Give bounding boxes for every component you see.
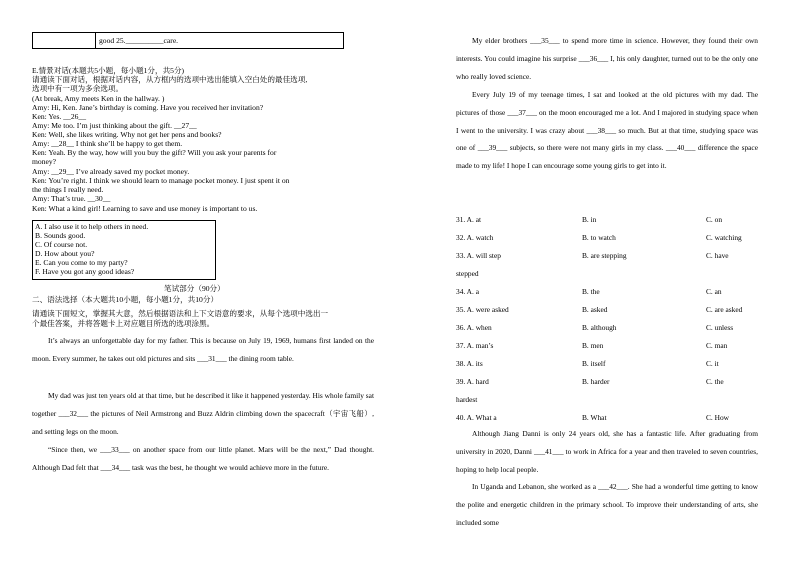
option-c: C. unless <box>706 323 734 332</box>
options-box <box>32 220 216 280</box>
option-b: B. asked <box>582 305 608 314</box>
option-a: 39. A. hard <box>456 377 489 386</box>
option-c: C. watching <box>706 233 742 242</box>
question-row <box>456 301 758 319</box>
question-row <box>456 373 758 404</box>
option-b: B. to watch <box>582 233 616 242</box>
option-c: C. it <box>706 359 719 368</box>
option-c-continued: hardest <box>456 395 478 404</box>
dialogue-line: Ken: Yeah. By the way, how will you buy the gift? Will you ask your parents for <box>32 148 277 157</box>
option-c: C. How <box>706 413 729 422</box>
question-row <box>456 211 758 229</box>
section-2-instruction: 请通读下面短文，掌握其大意，然后根据语法和上下文语意的要求，从每个选项中选出一 <box>32 309 329 318</box>
section-2-title: 二、语法选择（本大题共10小题，每小题1分，共10分） <box>32 295 219 304</box>
option-a-continued: stepped <box>456 269 479 278</box>
dialogue-line: (At break, Amy meets Ken in the hallway. ) <box>32 94 165 103</box>
section-e-instruction: 选项中有一项为多余选项。 <box>32 84 124 93</box>
passage-paragraph: My dad was just ten years old at that time, but he described it like it happened yesterday. His whole family sat together ___32___ the pictures of Neil Armstrong and Buzz Aldrin climbing down the spacecraft（宇宙飞船）, and setting legs on the moon. <box>32 391 374 436</box>
section-e-instruction: 请通读下面对话，根据对话内容，从方框内的选项中选出能填入空白处的最佳选项, <box>32 75 308 84</box>
option-a: 38. A. its <box>456 359 483 368</box>
table-divider <box>95 33 96 48</box>
passage-paragraph: In Uganda and Lebanon, she worked as a ___42___. She had a wonderful time getting to know the polite and energetic children in the primary school. To improve their understanding of arts, she included some <box>456 482 758 527</box>
section-e-title: E.情景对话(本题共5小题，每小题1分，共5分) <box>32 66 185 75</box>
passage-paragraph: “Since then, we ___33___ on another space from our little planet. Mars will be the next,” Dad thought. Although Dad felt that ___34___ task was the best, he thought we would achieve more in the future. <box>32 445 374 472</box>
option-a: 31. A. at <box>456 215 482 224</box>
question-row <box>456 355 758 373</box>
option-b: B. although <box>582 323 617 332</box>
option-c: C. an <box>706 287 722 296</box>
passage-paragraph: Although Jiang Danni is only 24 years old, she has a fantastic life. After graduating from university in 2020, Danni ___41___ to work in Africa for a year and then traveled to seven countries, hoping to help local people. <box>456 429 758 474</box>
option-b: B. What <box>582 413 607 422</box>
question-row <box>456 283 758 301</box>
option-item: B. Sounds good. <box>35 231 86 240</box>
option-a: 34. A. a <box>456 287 479 296</box>
option-b: B. are stepping <box>582 251 627 260</box>
option-b: B. itself <box>582 359 606 368</box>
dialogue-line: Amy: __28__ I think she’ll be happy to get them. <box>32 139 183 148</box>
option-c: C. have <box>706 251 729 260</box>
passage-paragraph: My elder brothers ___35___ to spend more time in science. However, they found their own interests. You could imagine his surprise ___36___ I, his only daughter, turned out to be the only one who really loved science. <box>456 36 758 81</box>
question-row <box>456 247 758 278</box>
option-item: F. Have you got any good ideas? <box>35 267 135 276</box>
written-part-heading: 笔试部分（90分） <box>164 284 225 293</box>
option-b: B. men <box>582 341 604 350</box>
dialogue-line: Amy: That’s true. __30__ <box>32 194 111 203</box>
option-b: B. the <box>582 287 600 296</box>
option-c: C. on <box>706 215 723 224</box>
dialogue-line: Ken: Well, she likes writing. Why not get her pens and books? <box>32 130 222 139</box>
option-c: C. man <box>706 341 728 350</box>
option-item: A. I also use it to help others in need. <box>35 222 149 231</box>
option-a: 32. A. watch <box>456 233 494 242</box>
option-a: 36. A. when <box>456 323 492 332</box>
dialogue-line: Ken: What a kind girl! Learning to save and use money is important to us. <box>32 204 258 213</box>
section-2-instruction: 个最佳答案，并将答题卡上对应题目所选的选项涂黑。 <box>32 319 215 328</box>
dialogue-line: Ken: You’re right. I think we should learn to manage pocket money. I just spent it on <box>32 176 290 185</box>
passage-paragraph: It’s always an unforgettable day for my father. This is because on July 19, 1969, humans first landed on the moon. Every summer, he takes out old pictures and sits ___31___ the dining room table. <box>32 336 374 363</box>
dialogue-line: Amy: __29__ I’ve already saved my pocket money. <box>32 167 190 176</box>
dialogue-line: money? <box>32 157 57 166</box>
option-b: B. harder <box>582 377 610 386</box>
question-row <box>456 229 758 247</box>
option-item: C. Of course not. <box>35 240 88 249</box>
passage-paragraph: Every July 19 of my teenage times, I sat and looked at the old pictures with my dad. The pictures of those ___37___ on the moon encouraged me a lot. And I majored in studying space when I went to the university. I was crazy about ___38___ so much. But at that time, studying space was one of ___39___ subjects, so there were not many girls in my class. ___40___ difference the space made to my life! I hope I can encourage some young girls to get into it. <box>456 90 758 171</box>
dialogue-line: Amy: Hi, Ken. Jane’s birthday is coming. Have you received her invitation? <box>32 103 264 112</box>
option-a: 40. A. What a <box>456 413 497 422</box>
question-row <box>456 319 758 337</box>
question-row <box>456 337 758 355</box>
option-a: 33. A. will step <box>456 251 501 260</box>
dialogue-line: Ken: Yes. __26__ <box>32 112 87 121</box>
top-table <box>32 32 344 49</box>
dialogue-line: the things I really need. <box>32 185 104 194</box>
option-b: B. in <box>582 215 597 224</box>
option-a: 37. A. man’s <box>456 341 494 350</box>
option-c: C. are asked <box>706 305 743 314</box>
option-item: E. Can you come to my party? <box>35 258 128 267</box>
option-c: C. the <box>706 377 724 386</box>
option-item: D. How about you? <box>35 249 95 258</box>
option-a: 35. A. were asked <box>456 305 509 314</box>
dialogue-line: Amy: Me too. I’m just thinking about the gift. __27__ <box>32 121 197 130</box>
table-cell: good 25.__________care. <box>99 36 179 45</box>
